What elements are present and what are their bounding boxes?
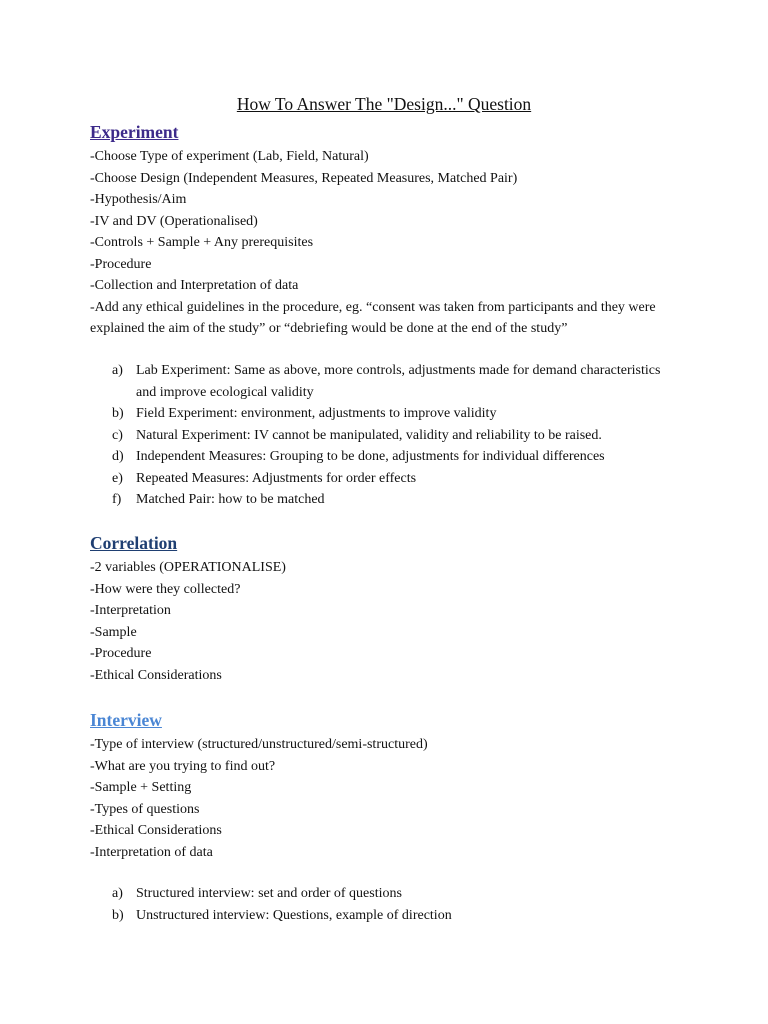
list-item-text: Independent Measures: Grouping to be done, adjustments for individual differences — [136, 449, 605, 464]
list-item: -Choose Type of experiment (Lab, Field, Natural) — [90, 149, 369, 164]
list-item — [112, 403, 672, 425]
list-item: -2 variables (OPERATIONALISE) — [90, 560, 286, 575]
list-item — [112, 883, 672, 905]
list-item — [112, 360, 672, 403]
list-item: -IV and DV (Operationalised) — [90, 213, 258, 229]
list-marker: b) — [112, 406, 124, 421]
list-marker: d) — [112, 449, 124, 464]
list-item: -Collection and Interpretation of data — [90, 278, 299, 293]
list-item: -Sample + Setting — [90, 780, 192, 795]
list-item-text: Natural Experiment: IV cannot be manipulated, validity and reliability to be raised. — [136, 427, 602, 443]
list-item: -How were they collected? — [90, 581, 241, 597]
list-item: -Hypothesis/Aim — [90, 192, 187, 207]
list-item: -Procedure — [90, 256, 152, 272]
list-item-text: Matched Pair: how to be matched — [136, 492, 325, 507]
experiment-heading: Experiment — [90, 122, 179, 142]
list-item-text: Lab Experiment: Same as above, more controls, adjustments made for demand characteristics and improve ecological validity — [136, 363, 661, 400]
list-item: -Types of questions — [90, 801, 200, 817]
list-marker: a) — [112, 886, 123, 901]
list-item: -Sample — [90, 624, 137, 640]
list-item — [112, 905, 672, 927]
list-item-text: Structured interview: set and order of questions — [136, 886, 402, 901]
list-item — [112, 489, 672, 511]
list-marker: a) — [112, 363, 123, 378]
list-marker: e) — [112, 470, 123, 486]
list-item — [112, 468, 672, 490]
list-item: -Interpretation — [90, 603, 171, 618]
list-item: -Add any ethical guidelines in the procedure, eg. “consent was taken from participants and they were explained the aim of the study” or “debriefing would be done at the end of the study” — [90, 299, 656, 336]
interview-lines — [90, 734, 690, 863]
list-item: -What are you trying to find out? — [90, 758, 276, 774]
list-item — [112, 446, 672, 468]
correlation-heading: Correlation — [90, 533, 178, 553]
page-title: How To Answer The "Design..." Question — [236, 94, 532, 114]
list-item: -Ethical Considerations — [90, 823, 222, 838]
list-item-text: Field Experiment: environment, adjustments to improve validity — [136, 406, 497, 421]
list-item: -Type of interview (structured/unstructured/semi-structured) — [90, 737, 428, 752]
list-item — [112, 425, 672, 447]
list-marker: f) — [112, 492, 122, 507]
interview-heading: Interview — [90, 710, 162, 730]
list-item: -Procedure — [90, 646, 152, 661]
list-item: -Interpretation of data — [90, 844, 213, 860]
experiment-types-list — [112, 360, 672, 511]
list-item-text: Repeated Measures: Adjustments for order effects — [136, 470, 417, 486]
list-marker: c) — [112, 427, 123, 443]
experiment-lines — [90, 146, 690, 340]
list-item: -Ethical Considerations — [90, 667, 222, 683]
list-item: -Choose Design (Independent Measures, Repeated Measures, Matched Pair) — [90, 170, 518, 186]
correlation-lines — [90, 557, 690, 686]
list-marker: b) — [112, 907, 124, 923]
list-item: -Controls + Sample + Any prerequisites — [90, 235, 314, 250]
interview-types-list — [112, 883, 672, 926]
list-item-text: Unstructured interview: Questions, example of direction — [136, 907, 452, 923]
